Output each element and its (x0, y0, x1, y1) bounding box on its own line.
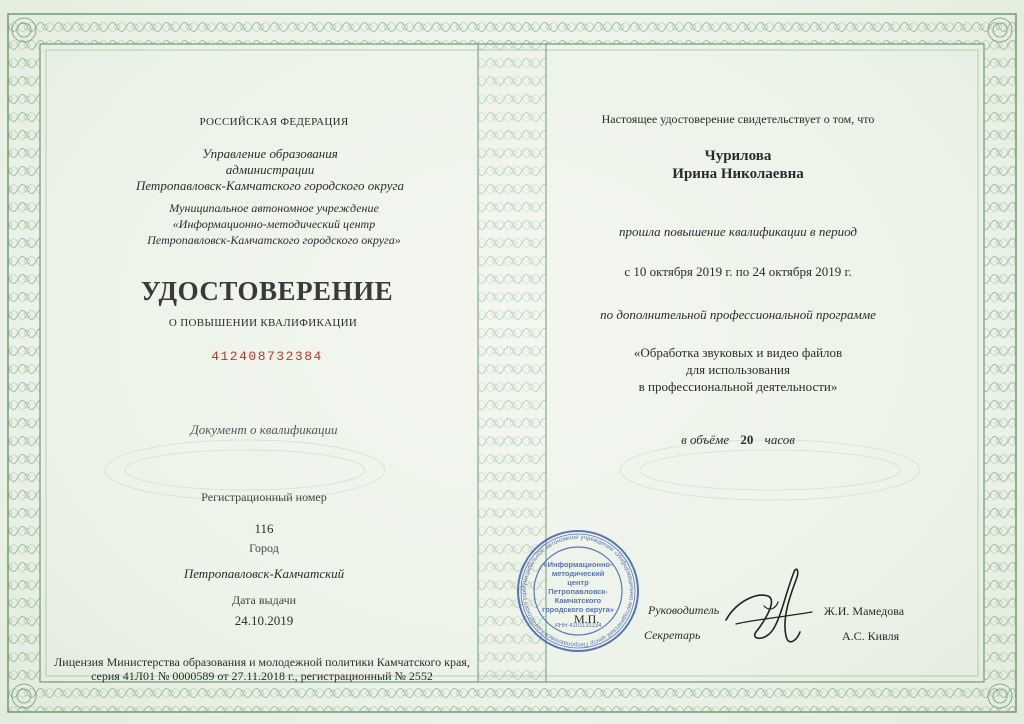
reg-number-value: 116 (254, 521, 274, 536)
license-line-2: серия 41Л01 № 0000589 от 27.11.2018 г., регистрационный № 2552 (91, 669, 433, 683)
director-name: Ж.И. Мамедова (824, 604, 905, 618)
document-title: УДОСТОВЕРЕНИЕ (140, 276, 394, 306)
reg-number-label: Регистрационный номер (201, 490, 327, 504)
seal-inn: ИНН 4101131134 (554, 623, 602, 629)
director-signature (716, 562, 816, 652)
seal-inner-line-4: Петропавловск- (548, 587, 608, 596)
volume-prefix: в объёме (681, 432, 730, 447)
program-line-2: для использования (686, 362, 790, 377)
secretary-name: А.С. Кивля (842, 629, 900, 643)
serial-number: 412408732384 (211, 349, 323, 364)
document-subtitle: О ПОВЫШЕНИИ КВАЛИФИКАЦИИ (168, 317, 358, 329)
seal-inner-line-1: «Информационно- (543, 560, 613, 569)
country-name: РОССИЙСКАЯ ФЕДЕРАЦИЯ (199, 116, 349, 128)
issue-date-label: Дата выдачи (231, 593, 297, 607)
seal-outer-text: Муниципальное автономное учреждение «Информационно-методический центр Петропавловск-Камчатского гор (520, 533, 636, 649)
recipient-given-names: Ирина Николаевна (672, 166, 804, 182)
org-line-2: «Информационно-методический центр (172, 217, 376, 231)
org-line-3: Петропавловск-Камчатского городского округа» (147, 233, 401, 247)
issue-date-value: 24.10.2019 (234, 613, 294, 628)
issuer-line-3: Петропавловск-Камчатского городского округа (135, 178, 405, 193)
issuer-line-2: администрации (225, 162, 315, 177)
seal-inner-line-3: центр (567, 578, 589, 587)
city-label: Город (249, 541, 279, 555)
seal-inner-line-5: Камчатского (554, 596, 602, 605)
director-role: Руководитель (648, 603, 720, 617)
secretary-role: Секретарь (644, 628, 701, 642)
doc-type-label: Документ о квалификации (190, 422, 338, 437)
passed-text: прошла повышение квалификации в период (619, 224, 857, 239)
intro-text: Настоящее удостоверение свидетельствует о том, что (601, 112, 875, 126)
volume-suffix: часов (764, 432, 795, 447)
program-line-1: «Обработка звуковых и видео файлов (633, 345, 843, 360)
volume-line (681, 432, 795, 448)
volume-hours: 20 (740, 432, 754, 447)
issuer-line-1: Управление образования (202, 146, 338, 161)
seal-inner-line-6: городского округа» (542, 605, 614, 614)
license-line-1: Лицензия Министерства образования и молодежной политики Камчатского края, (54, 655, 470, 669)
training-period: с 10 октября 2019 г. по 24 октября 2019 г. (624, 264, 852, 279)
program-intro: по дополнительной профессиональной программе (600, 307, 876, 322)
program-line-3: в профессиональной деятельности» (638, 379, 838, 394)
official-seal (514, 527, 642, 655)
seal-inner-line-2: методический (551, 569, 605, 578)
stamp-mark: М.П. (574, 612, 600, 626)
recipient-surname: Чурилова (704, 148, 772, 164)
org-line-1: Муниципальное автономное учреждение (169, 201, 379, 215)
city-value: Петропавловск-Камчатский (183, 566, 345, 581)
